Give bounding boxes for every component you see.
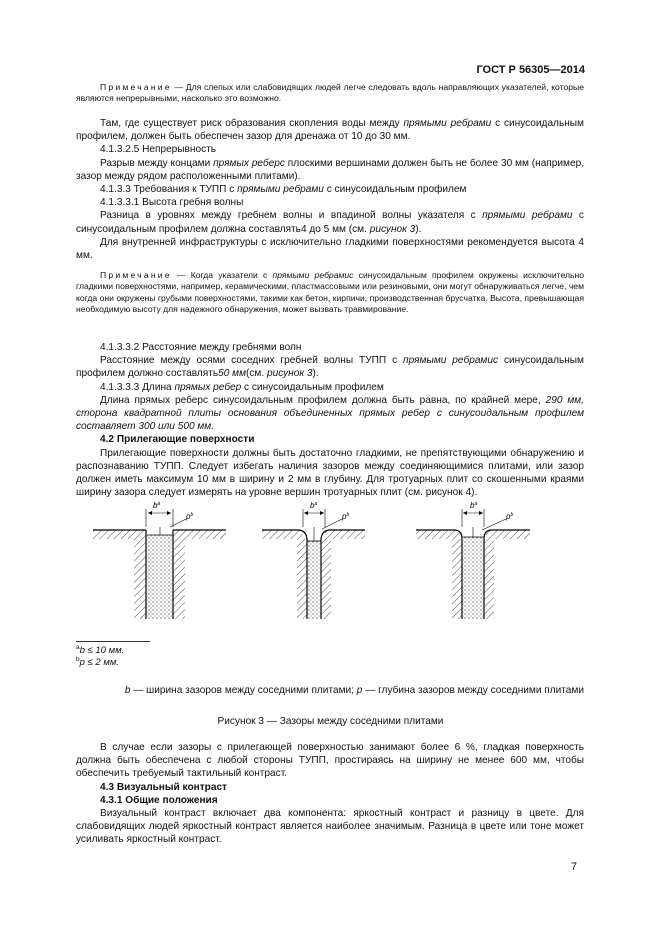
section-4-3-1: 4.3.1 Общие положения — [100, 794, 218, 806]
paragraph-internal: Для внутренней инфраструктуры с исключительно гладкими поверхностями рекомендуется высота 4 мм. — [76, 236, 584, 262]
paragraph-visual-contrast: Визуальный контраст включает два компонента: яркостный контраст и разницу в цвете. Для слабовидящих людей яркостный контраст является наиболее значимым. Разница в цвете или тоне может усиливать яркостный контраст. — [76, 808, 584, 846]
standard-header: ГОСТ Р 56305—2014 — [476, 64, 585, 76]
footnote-b: $^b$p ≤ 2 мм. — [76, 655, 119, 668]
fig2-label-b: $b^a$ — [310, 501, 318, 510]
fig1-label-b: $b^a$ — [153, 501, 161, 510]
section-4-2: 4.2 Прилегающие поверхности — [100, 434, 255, 446]
paragraph-contrast-surface: В случае если зазоры с прилегающей поверхностью занимают более 6 %, гладкая поверхность должна быть обеспечена с любой стороны ТУПП, простираясь на ширину не менее 600 мм, чтобы обеспечить требуемый тактильный контраст. — [76, 742, 584, 780]
fig3-label-p: $p^b$ — [506, 512, 514, 521]
fig1-label-p: $p^b$ — [186, 512, 194, 521]
section-4-1-3-3: 4.1.3.3 Требования к ТУПП с прямыми ребрами с синусоидальным профилем — [100, 184, 467, 196]
section-4-1-3-3-1: 4.1.3.3.1 Высота гребня волны — [100, 197, 244, 209]
figure-legend: b — ширина зазоров между соседними плитами; p — глубина зазоров между соседними плитами — [124, 685, 584, 696]
figure-caption: Рисунок 3 — Зазоры между соседними плитами — [217, 716, 444, 727]
text-block-1 — [76, 117, 584, 262]
text-block-2 — [76, 341, 584, 499]
paragraph-spacing: Расстояние между осями соседних гребней волны ТУПП с прямыми ребрамис синусоидальным профилем должно составлять50 мм(см. рисунок 3). — [76, 355, 584, 380]
text-block-3 — [76, 741, 584, 847]
note-2: Примечание — Когда указатели с прямыми ребрамис синусоидальным профилем окружены исключительно гладкими поверхностями, например, керамическими, пластмассовыми или резиновыми, они могут обнаруживаться легче, чем когда они окружены грубыми поверхностями, такими как бетон, кирпичи, производственная брусчатка. Высота, превышающая необходимую высоту для надежного обнаружения, может вызвать травмирование. — [76, 270, 585, 315]
page-number: 7 — [570, 861, 577, 873]
paragraph-gap: Разрыв между концами прямых реберс плоскими вершинами должен быть не более 30 мм (например, зазор между рядом расположенными плитами). — [76, 157, 584, 182]
section-4-1-3-3-3: 4.1.3.3.3 Длина прямых ребер с синусоидальным профилем — [100, 381, 384, 393]
paragraph-length: Длина прямых реберс синусоидальным профилем должна быть равна, по крайней мере, 290 мм, сторона квадратной плиты основания объединенных прямых ребер с синусоидальным профилем составляет 300 или 500 мм. — [76, 394, 584, 433]
footnote-rule — [76, 641, 150, 642]
note-1-text: — Для слепых или слабовидящих людей легче следовать вдоль направляющих указателей, которые являются непрерывными, насколько это возможно. — [76, 82, 584, 104]
gap-diagram-square — [93, 509, 226, 619]
figure-3-gaps — [0, 497, 661, 637]
section-4-1-3-2-5: 4.1.3.2.5 Непрерывность — [100, 144, 217, 156]
paragraph-height: Разница в уровнях между гребнем волны и впадиной волны указателя с прямыми ребрами с синусоидальным профилем должна составлять4 до 5 мм (см. рисунок 3). — [76, 210, 584, 235]
footnote-a: $^a$b ≤ 10 мм. — [76, 643, 125, 656]
gap-diagram-rounded — [416, 509, 530, 619]
paragraph-drainage: Там, где существует риск образования скопления воды между прямыми ребрами с синусоидальным профилем, должен быть обеспечен зазор для дренажа от 10 до 30 мм. — [76, 118, 584, 143]
gap-diagram-bevelled — [262, 509, 365, 619]
note-1 — [76, 82, 584, 105]
fig2-label-p: $p^b$ — [342, 512, 350, 521]
fig3-label-b: $b^a$ — [470, 501, 478, 510]
section-4-3: 4.3 Визуальный контраст — [100, 781, 227, 793]
section-4-1-3-3-2: 4.1.3.3.2 Расстояние между гребнями волн — [100, 342, 302, 353]
paragraph-adjacent: Прилегающие поверхности должны быть достаточно гладкими, не препятствующими обнаружению и распознаванию ТУПП. Следует избегать наличия зазоров между соединяющимися плитами, или зазор должен иметь максимум 10 мм в ширину и 2 мм в глубину. Для тротуарных плит со скошенными краями ширину зазора следует измерять на уровне вершин тротуарных плит (см. рисунок 4). — [76, 447, 584, 499]
note-1-label: Примечание — [100, 82, 172, 92]
